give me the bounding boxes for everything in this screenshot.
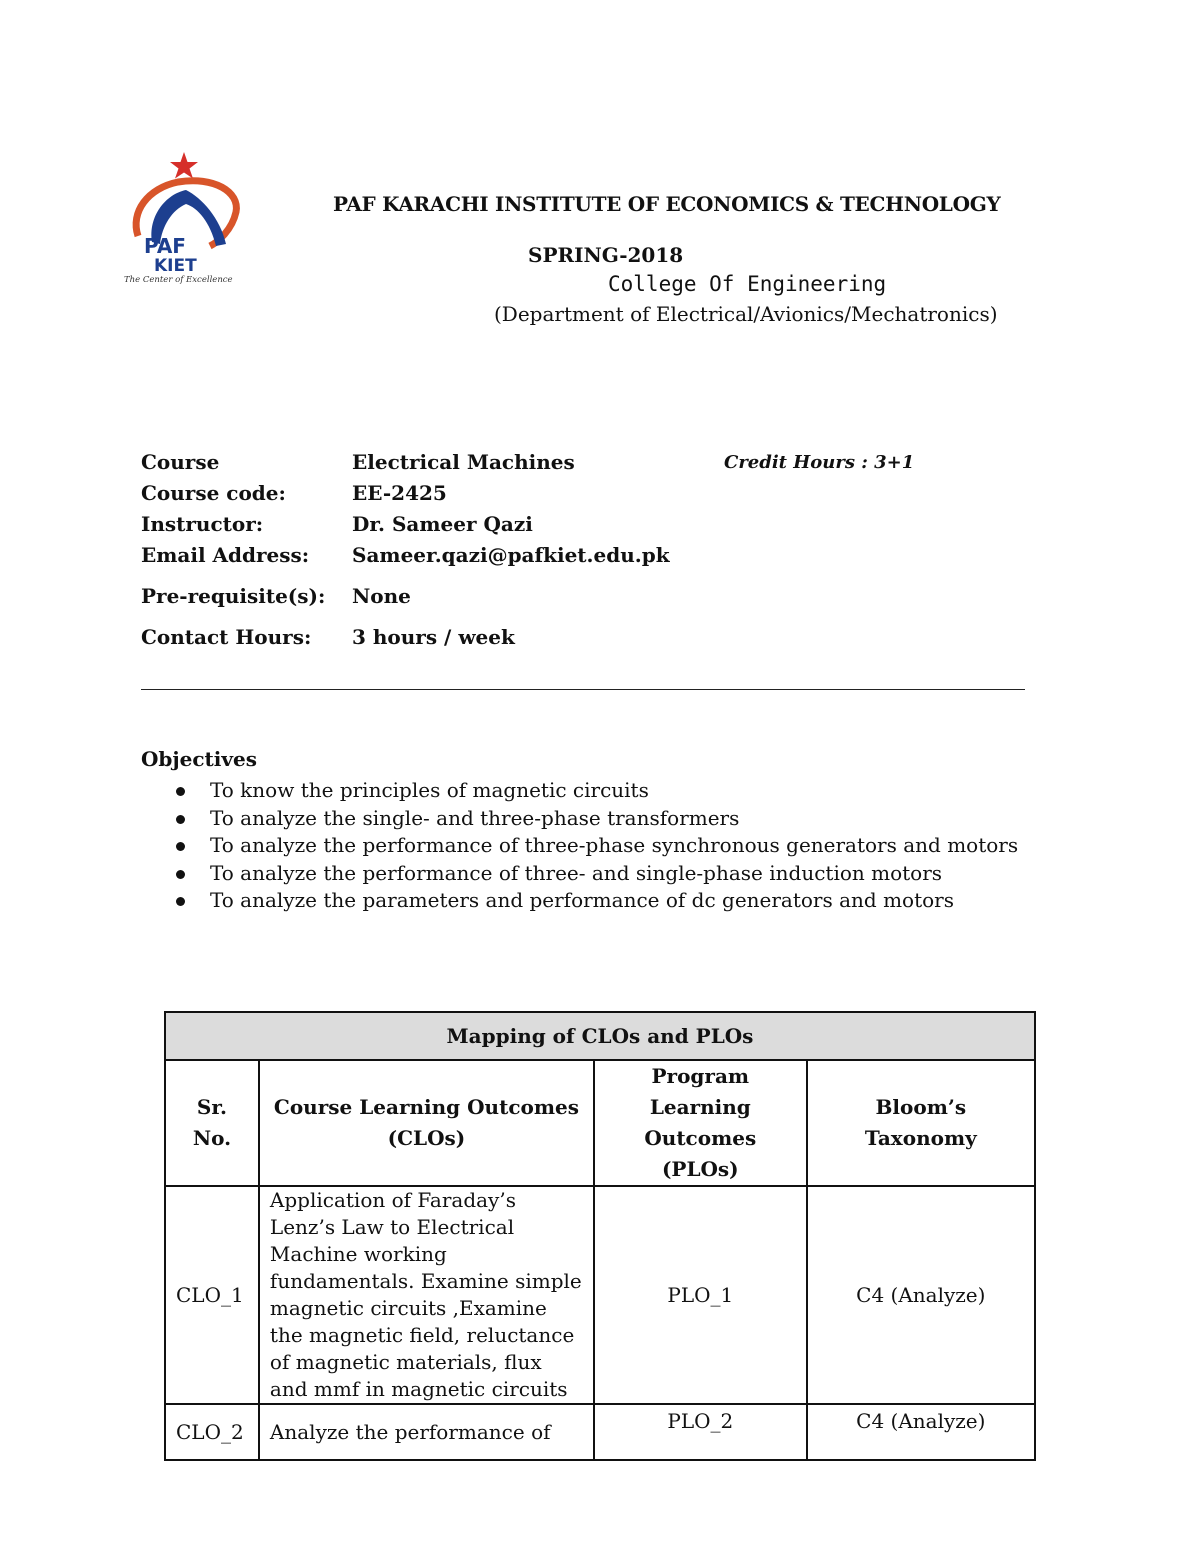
bullet-icon (176, 842, 185, 851)
svg-text:The Center of Excellence: The Center of Excellence (124, 275, 233, 285)
cell-clo: Analyze the performance of (259, 1404, 594, 1460)
instructor-value: Dr. Sameer Qazi (352, 512, 533, 536)
contact-hours-value: 3 hours / week (352, 625, 515, 649)
college-name: College Of Engineering (608, 272, 887, 296)
bullet-icon (176, 815, 185, 824)
objectives-list (141, 778, 1018, 916)
department-name: (Department of Electrical/Avionics/Mechatronics) (494, 302, 998, 326)
email-label: Email Address: (141, 543, 310, 567)
header-plo: Program Learning Outcomes (PLOs) (594, 1060, 807, 1186)
objectives-title: Objectives (141, 747, 257, 771)
course-label: Course (141, 450, 220, 474)
institute-logo (122, 150, 252, 285)
cell-bloom: C4 (Analyze) (807, 1186, 1035, 1404)
objective-item: To analyze the single- and three-phase transformers (141, 806, 1018, 834)
course-value: Electrical Machines (352, 450, 575, 474)
term-heading: SPRING-2018 (528, 243, 684, 267)
table-row (165, 1404, 1035, 1460)
cell-sr-no: CLO_2 (165, 1404, 259, 1460)
objective-item: To analyze the parameters and performance of dc generators and motors (141, 888, 1018, 916)
objective-item: To analyze the performance of three- and single-phase induction motors (141, 861, 1018, 889)
table-row (165, 1186, 1035, 1404)
cell-sr-no: CLO_1 (165, 1186, 259, 1404)
objective-item: To analyze the performance of three-phase synchronous generators and motors (141, 833, 1018, 861)
cell-plo: PLO_1 (594, 1186, 807, 1404)
cell-bloom: C4 (Analyze) (807, 1404, 1035, 1460)
credit-hours: Credit Hours : 3+1 (724, 452, 915, 473)
email-value: Sameer.qazi@pafkiet.edu.pk (352, 543, 670, 567)
section-divider (141, 689, 1025, 690)
objective-item: To know the principles of magnetic circuits (141, 778, 1018, 806)
header-sr-no: Sr. No. (165, 1060, 259, 1186)
clo-plo-mapping-table (164, 1011, 1036, 1461)
cell-plo: PLO_2 (594, 1404, 807, 1460)
prerequisite-value: None (352, 584, 411, 608)
svg-text:PAF: PAF (144, 234, 186, 258)
prerequisite-label: Pre-requisite(s): (141, 584, 326, 608)
bullet-icon (176, 870, 185, 879)
course-code-value: EE-2425 (352, 481, 447, 505)
instructor-label: Instructor: (141, 512, 264, 536)
header-bloom: Bloom’s Taxonomy (807, 1060, 1035, 1186)
bullet-icon (176, 897, 185, 906)
svg-text:KIET: KIET (154, 256, 197, 276)
paf-kiet-logo-icon (122, 150, 252, 285)
contact-hours-label: Contact Hours: (141, 625, 312, 649)
course-code-label: Course code: (141, 481, 286, 505)
table-title: Mapping of CLOs and PLOs (165, 1012, 1035, 1060)
institute-name: PAF KARACHI INSTITUTE OF ECONOMICS & TECHNOLOGY (333, 192, 1001, 216)
table-header-row (165, 1060, 1035, 1186)
bullet-icon (176, 787, 185, 796)
cell-clo: Application of Faraday’s Lenz’s Law to Electrical Machine working fundamentals. Examine simple magnetic circuits ,Examine the magnetic field, reluctance of magnetic materials, flux and mmf in magnetic circuits (259, 1186, 594, 1404)
header-clo: Course Learning Outcomes (CLOs) (259, 1060, 594, 1186)
